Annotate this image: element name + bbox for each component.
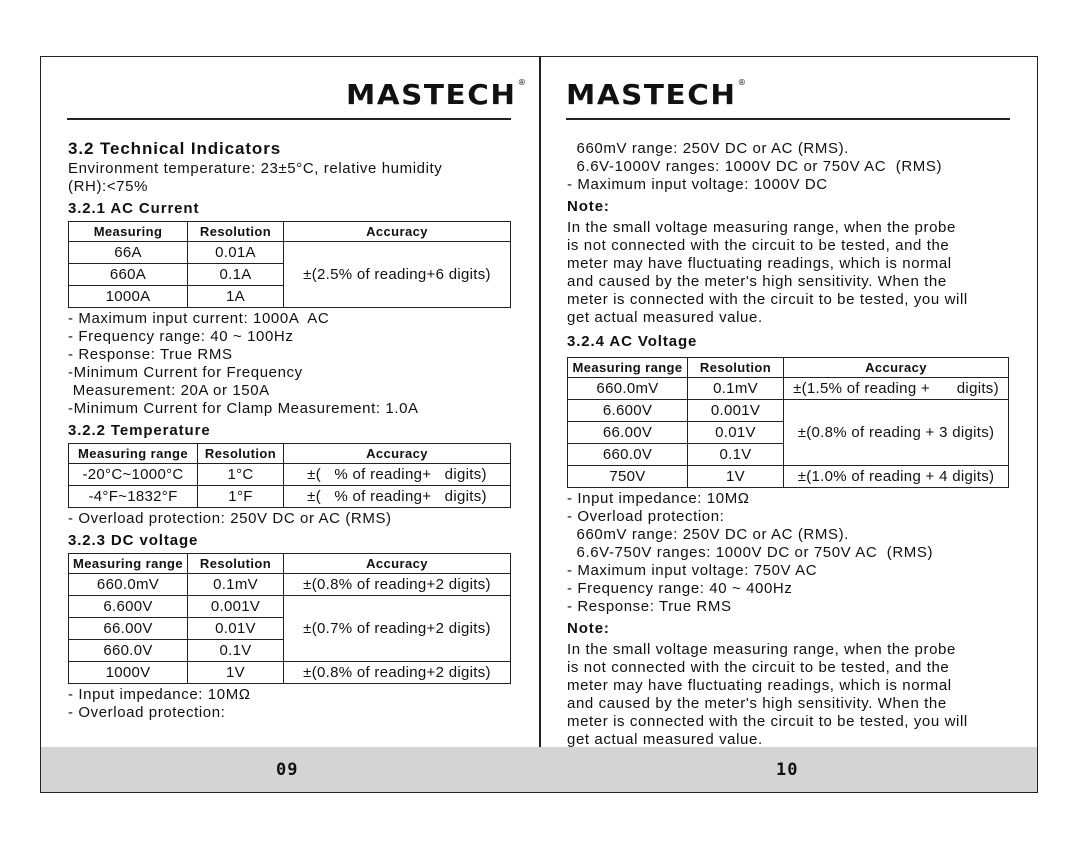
table-header: Measuring range [69,444,198,464]
range-cell: 66.00V [69,618,188,640]
note-line: is not connected with the circuit to be tested, and the [567,659,950,676]
note-line: get actual measured value. [567,309,763,326]
section-title: 3.2 Technical Indicators [68,139,282,158]
spec-note: - Maximum input current: 1000A AC [68,310,330,327]
spec-note: - Input impedance: 10MΩ [567,490,750,507]
brand-logo-text: MASTECH [346,78,517,111]
resolution-cell: 0.001V [188,596,284,618]
table-row [69,596,511,618]
note-line: get actual measured value. [567,731,763,748]
range-cell: 660A [69,264,188,286]
spec-note: 660mV range: 250V DC or AC (RMS). [567,526,849,543]
note-label: Note: [567,620,610,637]
resolution-cell: 1°C [198,464,284,486]
header-rule-left [67,118,511,120]
resolution-cell: 0.001V [688,400,784,422]
page-divider [539,56,541,793]
range-cell: 660.0V [69,640,188,662]
resolution-cell: 0.1V [188,640,284,662]
header-rule-right [566,118,1010,120]
spec-note: - Frequency range: 40 ~ 400Hz [567,580,793,597]
range-cell: 660.0mV [568,378,688,400]
spec-note: - Frequency range: 40 ~ 100Hz [68,328,294,345]
resolution-cell: 0.1A [188,264,284,286]
note-line: meter is connected with the circuit to be tested, you will [567,291,968,308]
range-cell: 6.600V [568,400,688,422]
spec-note: -Minimum Current for Frequency [68,364,303,381]
brand-logo-left [346,78,528,111]
accuracy-cell: ±(1.5% of reading + digits) [784,378,1009,400]
range-cell: 1000V [69,662,188,684]
table-row [69,662,511,684]
resolution-cell: 1A [188,286,284,308]
brand-logo-text: MASTECH [566,78,737,111]
left-page-content [68,140,513,722]
table-row [568,378,1009,400]
table-header: Accuracy [284,444,511,464]
accuracy-cell: ±(0.8% of reading+2 digits) [284,574,511,596]
accuracy-cell: ±(1.0% of reading + 4 digits) [784,466,1009,488]
note-line: In the small voltage measuring range, when the probe [567,219,956,236]
note-line: meter may have fluctuating readings, which is normal [567,677,952,694]
resolution-cell: 0.1V [688,444,784,466]
spec-note: - Overload protection: 250V DC or AC (RMS) [68,510,392,527]
table-header: Measuring range [568,358,688,378]
spec-note: 660mV range: 250V DC or AC (RMS). [567,140,849,157]
accuracy-cell: ±(0.7% of reading+2 digits) [284,596,511,662]
range-cell: 6.600V [69,596,188,618]
range-cell: 66A [69,242,188,264]
spec-note: - Overload protection: [567,508,725,525]
spec-note: - Input impedance: 10MΩ [68,686,251,703]
table-header: Resolution [688,358,784,378]
table-row [568,466,1009,488]
registered-mark: ® [517,78,528,87]
note-label: Note: [567,198,610,215]
resolution-cell: 1°F [198,486,284,508]
accuracy-cell: ±(0.8% of reading + 3 digits) [784,400,1009,466]
resolution-cell: 0.01V [188,618,284,640]
resolution-cell: 0.1mV [188,574,284,596]
table-row [69,464,511,486]
right-page-content [567,140,1012,749]
table-header: Accuracy [284,554,511,574]
note-line: meter may have fluctuating readings, which is normal [567,255,952,272]
accuracy-cell: ±(0.8% of reading+2 digits) [284,662,511,684]
spec-note: 6.6V-1000V ranges: 1000V DC or 750V AC (RMS) [567,158,943,175]
table-row [69,574,511,596]
range-cell: -20°C~1000°C [69,464,198,486]
footer-band [41,747,1037,792]
page-number-left: 09 [276,760,299,780]
table-header: Measuring range [69,554,188,574]
resolution-cell: 0.1mV [688,378,784,400]
resolution-cell: 0.01A [188,242,284,264]
spec-note: - Maximum input voltage: 1000V DC [567,176,828,193]
page-number-right: 10 [776,760,799,780]
table-row [568,400,1009,422]
ac-voltage-table [567,357,1009,488]
accuracy-cell: ±( % of reading+ digits) [284,486,511,508]
range-cell: 660.0mV [69,574,188,596]
note-line: is not connected with the circuit to be tested, and the [567,237,950,254]
ac-current-heading: 3.2.1 AC Current [68,200,200,217]
table-header: Accuracy [284,222,511,242]
range-cell: 660.0V [568,444,688,466]
spec-note: -Minimum Current for Clamp Measurement: 1.0A [68,400,419,417]
table-header: Resolution [188,222,284,242]
range-cell: -4°F~1832°F [69,486,198,508]
note-line: meter is connected with the circuit to be tested, you will [567,713,968,730]
spec-note: - Response: True RMS [68,346,233,363]
table-header: Measuring [69,222,188,242]
spec-note: 6.6V-750V ranges: 1000V DC or 750V AC (RMS) [567,544,934,561]
table-header: Resolution [198,444,284,464]
spec-note: Measurement: 20A or 150A [68,382,270,399]
range-cell: 750V [568,466,688,488]
registered-mark: ® [737,78,748,87]
accuracy-cell: ±(2.5% of reading+6 digits) [284,242,511,308]
temperature-table [68,443,511,508]
dc-voltage-table [68,553,511,684]
accuracy-cell: ±( % of reading+ digits) [284,464,511,486]
resolution-cell: 1V [188,662,284,684]
spec-note: - Response: True RMS [567,598,732,615]
ac-current-table [68,221,511,308]
spec-note: - Maximum input voltage: 750V AC [567,562,818,579]
ac-voltage-heading: 3.2.4 AC Voltage [567,333,698,350]
note-line: In the small voltage measuring range, when the probe [567,641,956,658]
table-header: Resolution [188,554,284,574]
range-cell: 1000A [69,286,188,308]
temperature-heading: 3.2.2 Temperature [68,422,211,439]
dc-voltage-heading: 3.2.3 DC voltage [68,532,199,549]
spec-note: - Overload protection: [68,704,226,721]
table-header: Accuracy [784,358,1009,378]
note-line: and caused by the meter's high sensitivity. When the [567,695,947,712]
table-row [69,486,511,508]
table-row [69,242,511,264]
range-cell: 66.00V [568,422,688,444]
resolution-cell: 1V [688,466,784,488]
env-line: Environment temperature: 23±5°C, relative humidity [68,160,443,177]
note-line: and caused by the meter's high sensitivity. When the [567,273,947,290]
resolution-cell: 0.01V [688,422,784,444]
brand-logo-right [566,78,748,111]
env-line: (RH):<75% [68,178,149,195]
